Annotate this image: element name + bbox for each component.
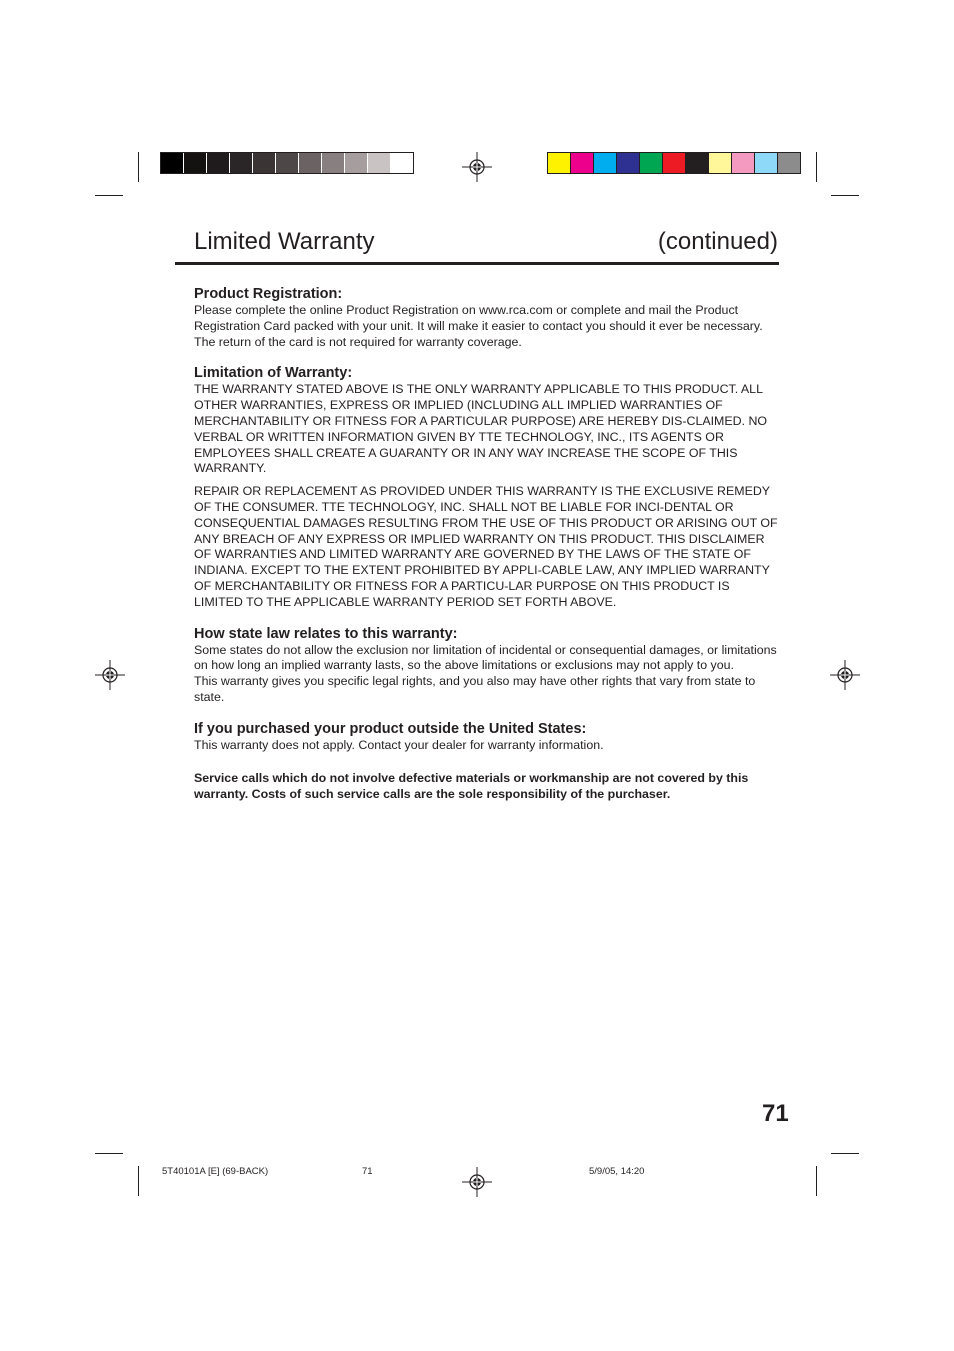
warranty-content <box>194 285 778 802</box>
process-swatch <box>593 153 616 173</box>
crop-mark-bottom-right-vertical <box>816 1166 817 1196</box>
section-title: How state law relates to this warranty: <box>194 625 458 642</box>
crop-mark-top-right-vertical <box>816 152 817 182</box>
registration-mark-left-icon <box>95 660 125 690</box>
process-swatch <box>570 153 593 173</box>
section-state-law <box>194 625 778 706</box>
section-title: If you purchased your product outside the United States: <box>194 720 587 737</box>
grayscale-swatch <box>252 153 275 173</box>
footer-file-name: 5T40101A [E] (69-BACK) <box>162 1166 269 1177</box>
grayscale-swatch <box>161 153 183 173</box>
page-number: 71 <box>762 1100 789 1127</box>
process-swatch <box>662 153 685 173</box>
process-swatch <box>731 153 754 173</box>
section-paragraph: THE WARRANTY STATED ABOVE IS THE ONLY WARRANTY APPLICABLE TO THIS PRODUCT. ALL OTHER WARRANTIES, EXPRESS OR IMPLIED (INCLUDING ALL IMPLIED WARRANTIES OF MERCHANTABILITY OR FITNESS FOR A PARTICULAR PURPOSE) ARE HEREBY DIS-CLAIMED. NO VERBAL OR WRITTEN INFORMATION GIVEN BY TTE TECHNOLOGY, INC., ITS AGENTS OR EMPLOYEES SHALL CREATE A GUARANTY OR IN ANY WAY INCREASE THE SCOPE OF THIS WARRANTY. <box>194 382 768 476</box>
grayscale-swatch <box>183 153 206 173</box>
grayscale-swatch <box>298 153 321 173</box>
section-limitation-of-warranty <box>194 364 778 610</box>
process-swatch <box>616 153 639 173</box>
process-swatch <box>777 153 800 173</box>
section-paragraph: REPAIR OR REPLACEMENT AS PROVIDED UNDER THIS WARRANTY IS THE EXCLUSIVE REMEDY OF THE CONSUMER. TTE TECHNOLOGY, INC. SHALL NOT BE LIABLE FOR INCI-DENTAL OR CONSEQUENTIAL DAMAGES RESULTING FROM THE USE OF THIS PRODUCT OR ARISING OUT OF ANY BREACH OF ANY EXPRESS OR IMPLIED WARRANTY ON THIS PRODUCT. THIS DISCLAIMER OF WARRANTIES AND LIMITED WARRANTY ARE GOVERNED BY THE LAWS OF THE STATE OF INDIANA. EXCEPT TO THE EXTENT PROHIBITED BY APPLI-CABLE LAW, ANY IMPLIED WARRANTY OF MERCHANTABILITY OR FITNESS FOR A PARTICU-LAR PURPOSE ON THIS PRODUCT IS LIMITED TO THE APPLICABLE WARRANTY PERIOD SET FORTH ABOVE. <box>194 484 778 609</box>
process-swatch <box>685 153 708 173</box>
process-swatch <box>639 153 662 173</box>
section-title: Product Registration: <box>194 286 343 302</box>
section-paragraph: Please complete the online Product Registration on www.rca.com or complete and mail the Product Registration Card packed with your unit. It will make it easier to contact you should it ever be necessary. The return of the card is not required for warranty coverage. <box>194 303 763 349</box>
grayscale-swatch <box>344 153 367 173</box>
section-paragraph: This warranty does not apply. Contact your dealer for warranty information. <box>194 737 604 752</box>
registration-mark-right-icon <box>830 660 860 690</box>
grayscale-color-bar <box>160 152 414 174</box>
service-calls-notice: Service calls which do not involve defective materials or workmanship are not covered by this warranty. Costs of such service calls are the sole responsibility of the purchaser. <box>194 770 749 801</box>
section-title: Limitation of Warranty: <box>194 365 353 382</box>
process-swatch <box>548 153 570 173</box>
process-color-bar <box>547 152 801 174</box>
grayscale-swatch <box>390 153 413 173</box>
footer-date: 5/9/05, 14:20 <box>589 1166 645 1177</box>
section-paragraph: This warranty gives you specific legal rights, and you also may have other rights that vary from state to state. <box>194 674 756 704</box>
page-title-continued: (continued) <box>657 228 778 255</box>
grayscale-swatch <box>206 153 229 173</box>
registration-mark-bottom-icon <box>462 1167 492 1197</box>
page-title: Limited Warranty <box>194 228 375 255</box>
process-swatch <box>754 153 777 173</box>
section-paragraph: Some states do not allow the exclusion nor limitation of incidental or consequential damages, or limitations on how long an implied warranty lasts, so the above limitations or exclusions may not apply to you. <box>194 642 777 673</box>
crop-mark-bottom-right-horizontal <box>831 1153 859 1154</box>
footer-page: 71 <box>362 1166 373 1177</box>
crop-mark-top-left-vertical <box>138 152 139 182</box>
registration-mark-top-icon <box>462 152 492 182</box>
grayscale-swatch <box>229 153 252 173</box>
process-swatch <box>708 153 731 173</box>
grayscale-swatch <box>275 153 298 173</box>
crop-mark-bottom-left-vertical <box>138 1166 139 1196</box>
crop-mark-top-right-horizontal <box>831 195 859 196</box>
section-outside-us <box>194 720 778 754</box>
crop-mark-top-left-horizontal <box>95 195 123 196</box>
section-product-registration <box>194 285 778 350</box>
crop-mark-bottom-left-horizontal <box>95 1153 123 1154</box>
grayscale-swatch <box>321 153 344 173</box>
title-rule <box>175 262 779 265</box>
grayscale-swatch <box>367 153 390 173</box>
